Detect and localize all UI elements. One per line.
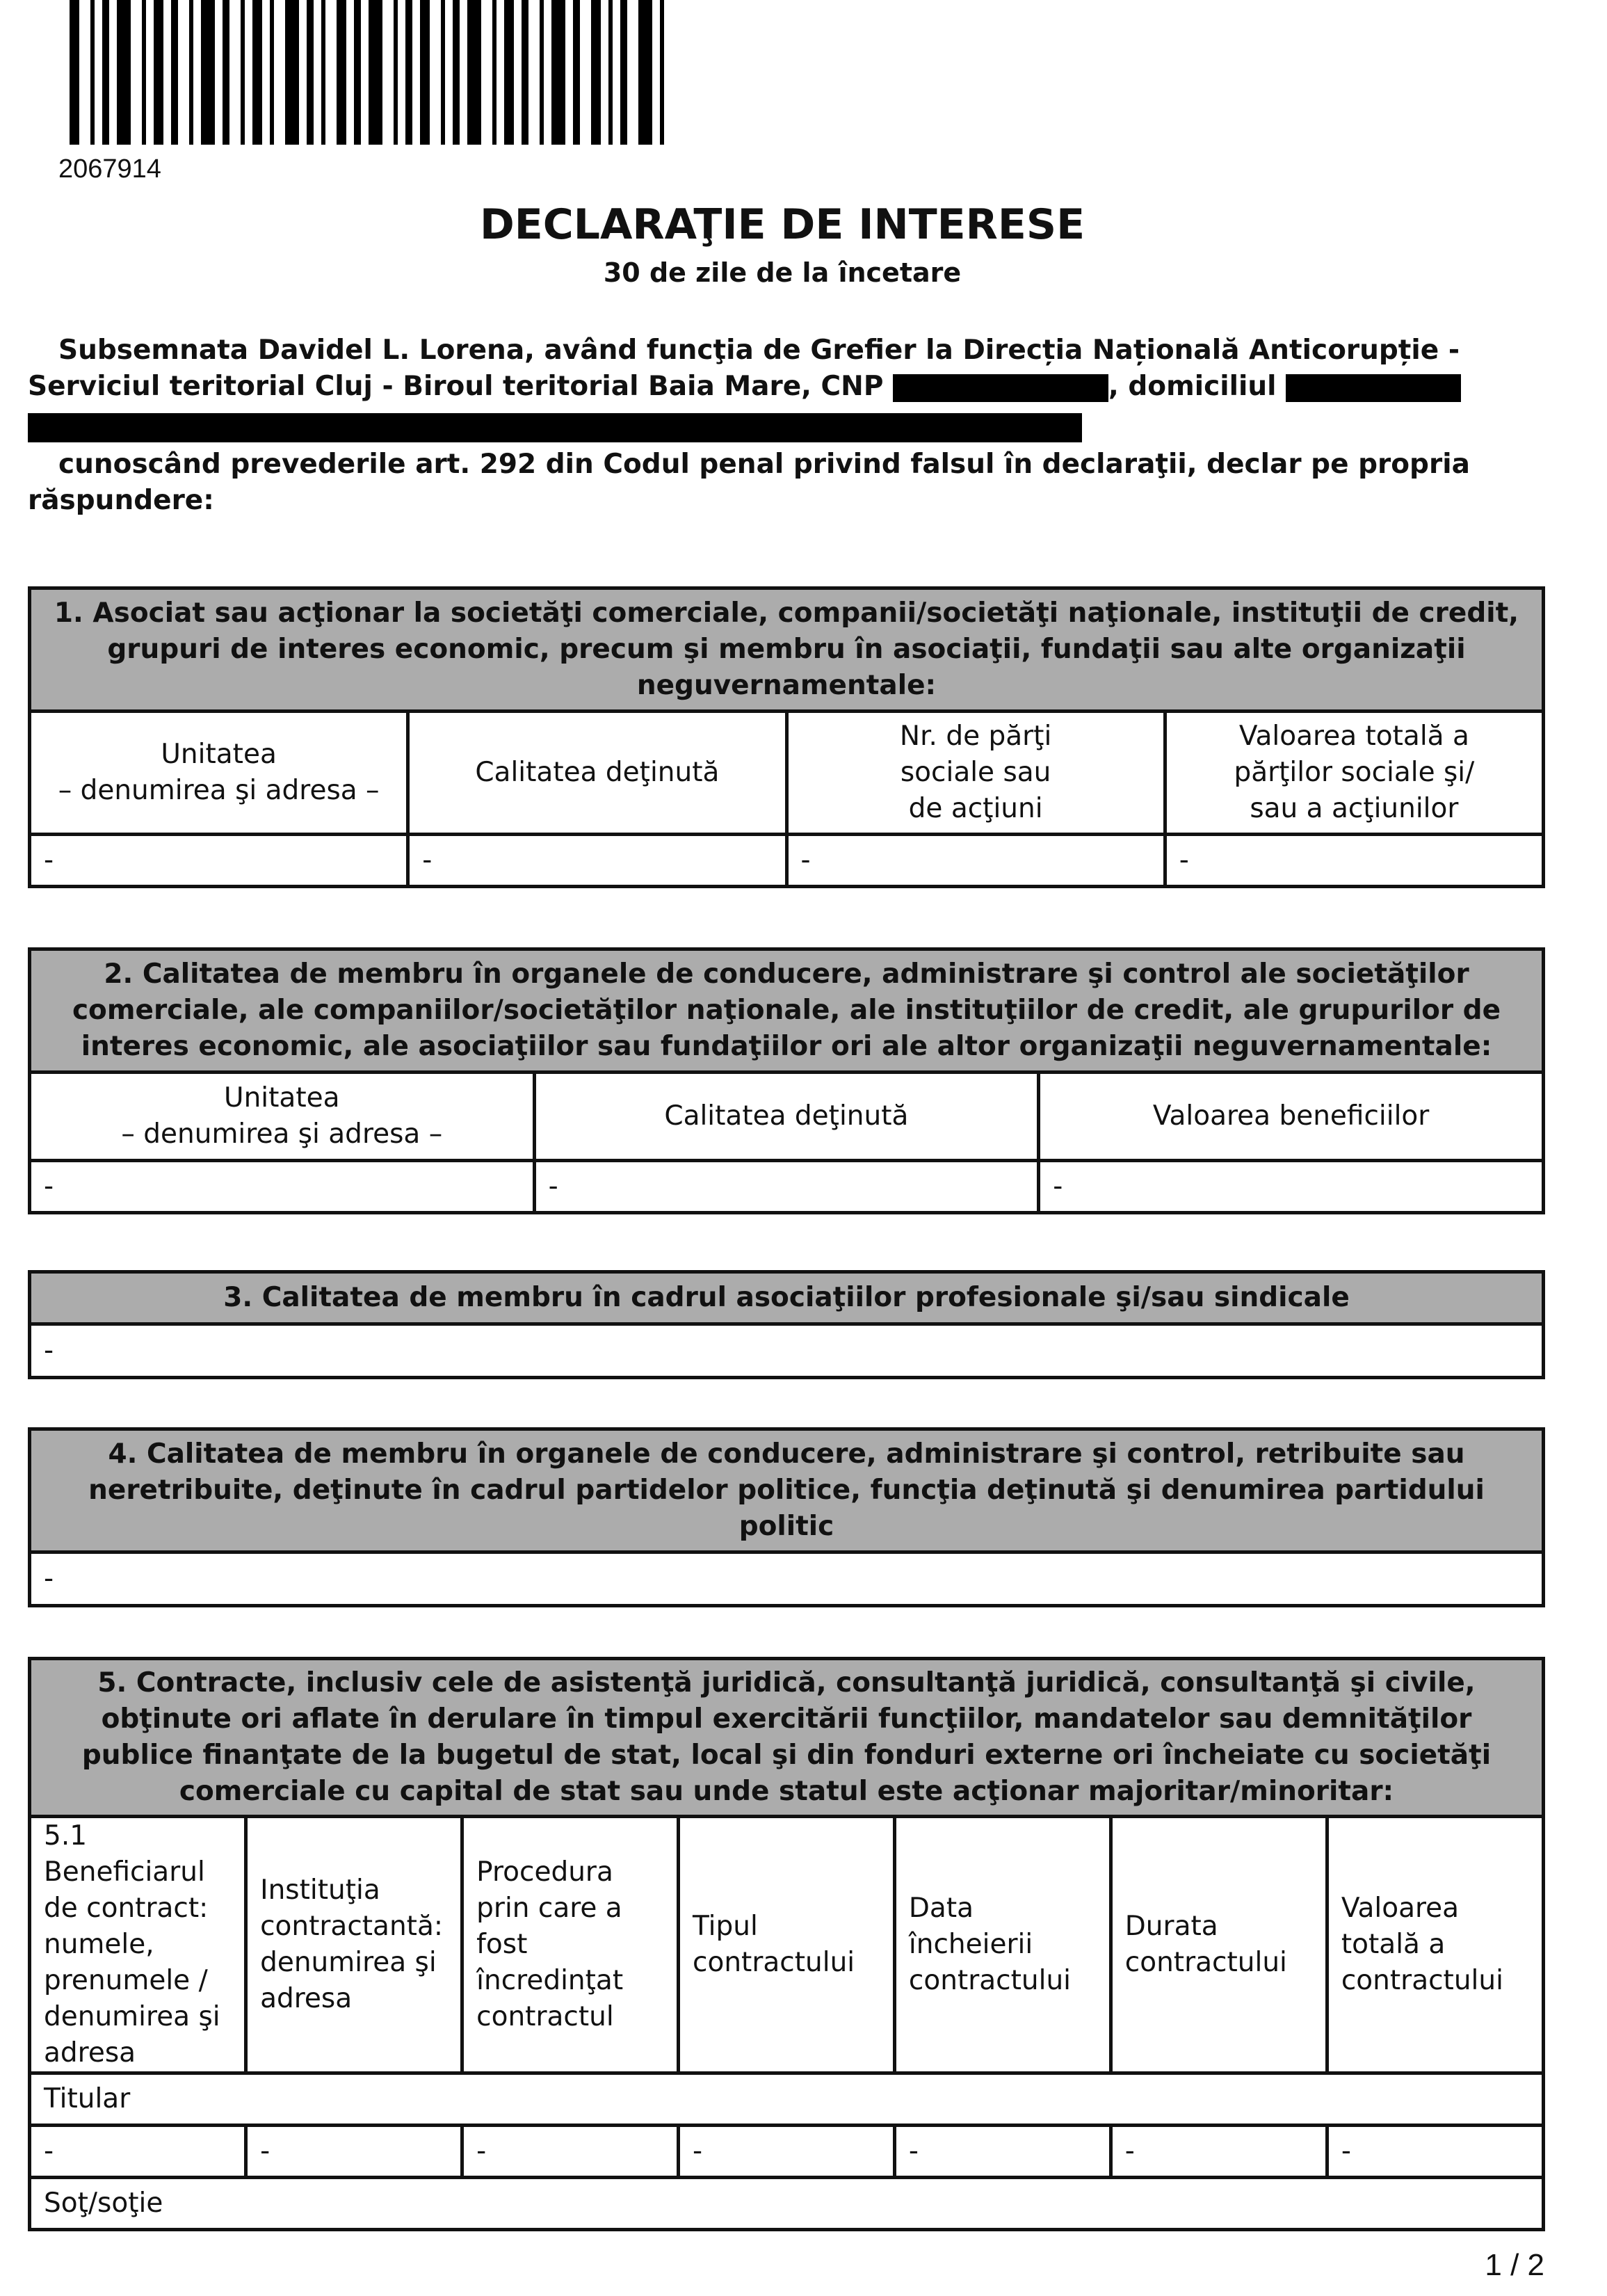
section-5-header-value: Valoarea totală a contractului: [1327, 1817, 1543, 2073]
table-cell: -: [679, 2126, 895, 2178]
table-cell: -: [30, 1552, 1544, 1606]
barcode-bar: [660, 0, 664, 145]
table-cell: -: [30, 1324, 1544, 1378]
barcode-bar: [540, 0, 544, 145]
barcode-bar: [117, 0, 131, 145]
barcode-bar: [189, 0, 193, 145]
table-row: [30, 2126, 1544, 2178]
barcode-bar: [405, 0, 412, 145]
barcode-bar: [307, 0, 314, 145]
barcode-bar: [285, 0, 299, 145]
redacted-address-part-2: [28, 413, 1082, 442]
table-row: [30, 1552, 1544, 1606]
section-1-header-value: Valoarea totală a părţilor sociale şi/ sau a acţiunilor: [1165, 712, 1543, 835]
section-5-title: 5. Contracte, inclusiv cele de asistenţă juridică, consultanţă juridică, consultanţă şi civile, obţinute ori aflate în derulare în timpul exercitării funcţiilor, mandatelor sau demnităţilor publice finanţate de la bugetul de stat, local şi din fonduri externe ori încheiate cu societăţi comerciale cu capital de stat sau unde statul este acţionar majoritar/minoritar:: [30, 1659, 1544, 1817]
table-cell: -: [30, 835, 408, 887]
section-5-header-beneficiary: 5.1 Beneficiarul de contract: numele, prenumele / denumirea şi adresa: [30, 1817, 246, 2073]
barcode-bar: [171, 0, 178, 145]
barcode-bar: [252, 0, 262, 145]
table-cell: -: [1039, 1161, 1544, 1213]
intro-text-1: Subsemnata Davidel L. Lorena, având funcţia de Grefier la Direcția Națională Anticorupție - Serviciul teritorial Cluj - Biroul teritorial Baia Mare, CNP: [28, 335, 1460, 402]
barcode-bar: [142, 0, 146, 145]
intro-text-2: , domiciliul: [1108, 371, 1277, 402]
intro-statement: cunoscând prevederile art. 292 din Codul penal privind falsul în declaraţii, declar pe propria răspundere:: [28, 449, 1470, 516]
section-4-table: [28, 1427, 1545, 1607]
section-1-title: 1. Asociat sau acţionar la societăţi comerciale, companii/societăţi naţionale, instituţii de credit, grupuri de interes economic, precum şi membru în asociaţii, fundaţii sau alte organizaţii neguvernamentale:: [30, 588, 1544, 712]
barcode-bar: [522, 0, 528, 145]
section-2-header-unit: Unitatea – denumirea şi adresa –: [30, 1073, 535, 1161]
barcode-bar: [201, 0, 215, 145]
barcode-bar: [369, 0, 382, 145]
barcode-bar: [394, 0, 398, 145]
section-3-table: [28, 1270, 1545, 1379]
section-5-header-duration: Durata contractului: [1111, 1817, 1327, 2073]
barcode-bar: [154, 0, 163, 145]
barcode-bar: [441, 0, 445, 145]
section-2-header-benefits: Valoarea beneficiilor: [1039, 1073, 1544, 1161]
table-row: [30, 1324, 1544, 1378]
barcode-bar: [573, 0, 580, 145]
barcode-bar: [608, 0, 613, 145]
table-cell: -: [1327, 2126, 1543, 2178]
section-5-header-type: Tipul contractului: [679, 1817, 895, 2073]
barcode-bar: [620, 0, 627, 145]
barcode-bar: [70, 0, 79, 145]
section-5-header-procedure: Procedura prin care a fost încredinţat contractul: [462, 1817, 679, 2073]
section-5-spouse-label: Soţ/soţie: [30, 2178, 1544, 2230]
section-2-header-capacity: Calitatea deţinută: [534, 1073, 1039, 1161]
barcode-bar: [638, 0, 652, 145]
table-cell: -: [30, 2126, 246, 2178]
section-4-title: 4. Calitatea de membru în organele de conducere, administrare şi control, retribuite sau neretribuite, deţinute în cadrul partidelor politice, funcţia deţinută şi denumirea partidului politic: [30, 1429, 1544, 1552]
barcode-bar: [420, 0, 430, 145]
barcode-bar: [453, 0, 460, 145]
section-1-header-shares: Nr. de părţi sociale sau de acţiuni: [786, 712, 1165, 835]
redacted-address-part-1: [1286, 374, 1461, 402]
barcode-bar: [467, 0, 481, 145]
section-3-title: 3. Calitatea de membru în cadrul asociaţiilor profesionale şi/sau sindicale: [30, 1272, 1544, 1324]
barcode-bar: [270, 0, 274, 145]
barcode-bar: [321, 0, 325, 145]
table-cell: -: [534, 1161, 1039, 1213]
table-cell: -: [1165, 835, 1543, 887]
barcode-bar: [337, 0, 346, 145]
page-title: DECLARAŢIE DE INTERESE: [479, 200, 1085, 249]
section-1-table: [28, 586, 1545, 888]
table-cell: -: [246, 2126, 462, 2178]
section-1-header-unit: Unitatea – denumirea şi adresa –: [30, 712, 408, 835]
section-5-header-date: Data încheierii contractului: [894, 1817, 1111, 2073]
table-row: [30, 1161, 1544, 1213]
table-row: [30, 835, 1544, 887]
barcode: [70, 0, 855, 145]
document-number: 2067914: [58, 154, 161, 184]
barcode-bar: [591, 0, 601, 145]
table-cell: -: [408, 835, 786, 887]
section-2-title: 2. Calitatea de membru în organele de conducere, administrare şi control ale societăţilor comerciale, ale companiilor/societăţilor naţionale, ale instituţiilor de credit, ale grupurilor de interes economic, ale asociaţiilor sau fundaţiilor ori ale altor organizaţii neguvernamentale:: [30, 949, 1544, 1073]
table-cell: -: [894, 2126, 1111, 2178]
section-5-header-institution: Instituţia contractantă: denumirea şi adresa: [246, 1817, 462, 2073]
barcode-bar: [102, 0, 109, 145]
section-5-titular-label: Titular: [30, 2073, 1544, 2126]
section-5-table: [28, 1657, 1545, 2231]
table-cell: -: [30, 1161, 535, 1213]
table-cell: -: [462, 2126, 679, 2178]
section-2-table: [28, 947, 1545, 1214]
barcode-bar: [223, 0, 229, 145]
page-subtitle: 30 de zile de la încetare: [603, 257, 962, 288]
table-cell: -: [786, 835, 1165, 887]
section-1-header-capacity: Calitatea deţinută: [408, 712, 786, 835]
barcode-bar: [354, 0, 361, 145]
barcode-bar: [504, 0, 514, 145]
intro-declarant: [28, 332, 1558, 405]
barcode-bar: [241, 0, 245, 145]
page-number: 1 / 2: [1485, 2248, 1544, 2282]
barcode-bar: [90, 0, 95, 145]
table-cell: -: [1111, 2126, 1327, 2178]
barcode-bar: [551, 0, 565, 145]
redacted-cnp: [893, 374, 1108, 402]
barcode-bar: [492, 0, 496, 145]
